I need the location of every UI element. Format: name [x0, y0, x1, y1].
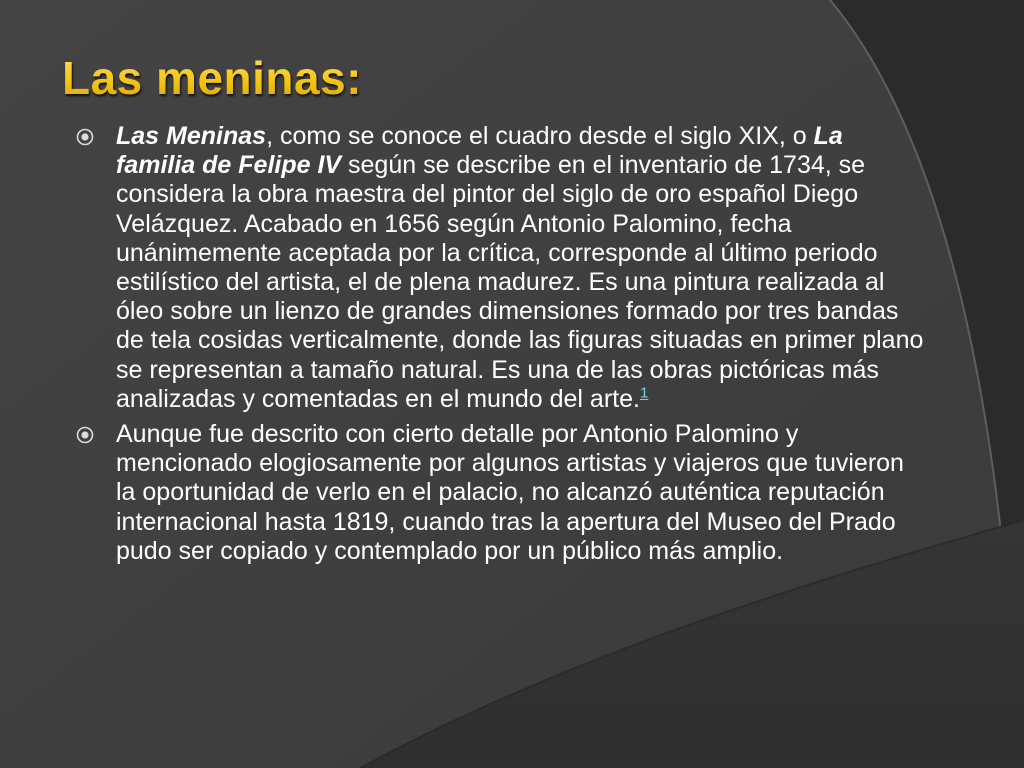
target-ring-icon: [76, 128, 94, 146]
bullet-text: [116, 122, 923, 413]
bullet-list: [76, 122, 926, 572]
target-ring-icon: [76, 426, 94, 444]
list-item: [76, 122, 926, 414]
footnote-link[interactable]: 1: [639, 384, 649, 402]
painting-name-emphasis: Las Meninas: [116, 122, 267, 150]
bullet-text-segment: , como se conoce el cuadro desde el siglo XIX, o: [266, 122, 814, 150]
slide-title: Las meninas:: [62, 52, 362, 104]
alternate-title-emphasis: La familia de Felipe IV: [116, 122, 843, 180]
bullet-text-segment: según se describe en el inventario de 1734, se considera la obra maestra del pintor del siglo de oro español Diego Velázquez. Acabado en 1656 según Antonio Palomino, fecha unánimemente aceptada por la crítica, corresponde al último periodo estilístico del artista, el de plena madurez. Es una pintura realizada al óleo sobre un lienzo de grandes dimensiones formado por tres bandas de tela cosidas verticalmente, donde las figuras situadas en primer plano se representan a tamaño natural. Es una de las obras pictóricas más analizadas y comentadas en el mundo del arte.: [116, 151, 924, 413]
list-item: [76, 420, 926, 566]
bullet-text: Aunque fue descrito con cierto detalle por Antonio Palomino y mencionado elogiosamente por algunos artistas y viajeros que tuvieron la oportunidad de verlo en el palacio, no alcanzó auténtica reputación internacional hasta 1819, cuando tras la apertura del Museo del Prado pudo ser copiado y contemplado por un público más amplio.: [116, 420, 904, 565]
